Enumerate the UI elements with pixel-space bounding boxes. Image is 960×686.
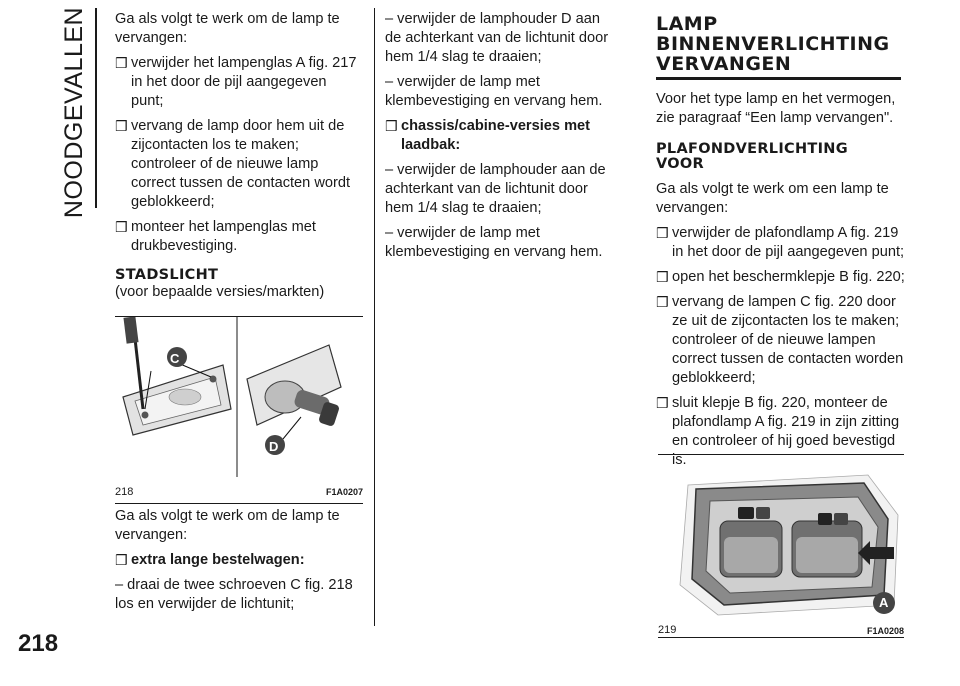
- chapter-title: [60, 6, 89, 218]
- col1-dash-text: – draai de twee schroeven C fig. 218 los en verwijder de lichtunit;: [115, 577, 353, 612]
- page-number: 218: [18, 630, 59, 657]
- column-divider: [374, 8, 375, 626]
- bullet-icon: ❒: [115, 219, 128, 235]
- col1-step: ❒ monteer het lampenglas met drukbevestiging.: [115, 219, 316, 254]
- figure-219-illustration: [658, 455, 904, 619]
- figure-218-label-c: C: [170, 351, 180, 366]
- col1-step: ❒ verwijder het lampenglas A fig. 217 in het door de pijl aangegeven punt;: [115, 55, 357, 109]
- figure-code: F1A0208: [866, 626, 904, 636]
- figure-219-caption: [658, 624, 904, 638]
- section-heading-stadslicht: STADSLICHT: [115, 267, 219, 283]
- col1-after-intro: Ga als volgt te werk om de lamp te vervangen:: [115, 508, 340, 543]
- figure-218-caption: [115, 483, 363, 504]
- figure-218: [115, 316, 363, 498]
- figure-number: 218: [115, 486, 134, 498]
- col3-step: ❒ sluit klepje B fig. 220, monteer de plafondlamp A fig. 219 in zijn zitting en controleer of hij goed bevestigd is.: [656, 395, 900, 468]
- col1-step: ❒ vervang de lamp door hem uit de zijcontacten los te maken; controleer of de nieuwe lamp correct tussen de contacten wordt geblokkeerd;: [115, 118, 351, 210]
- bullet-icon: ❒: [115, 552, 128, 568]
- chapter-title-text: NOODGEVALLEN: [60, 6, 89, 218]
- bullet-icon: ❒: [385, 118, 398, 134]
- col3-step: ❒ open het beschermklepje B fig. 220;: [656, 269, 905, 285]
- col2-para1: – verwijder de lamphouder D aan de achterkant van de lichtunit door hem 1/4 slag te draaien;: [385, 11, 609, 65]
- figure-219-label-a: A: [879, 595, 889, 610]
- bullet-icon: ❒: [656, 269, 669, 285]
- col1-bold-item: ❒ extra lange bestelwagen:: [115, 552, 305, 568]
- section-heading-lamp: LAMP BINNENVERLICHTING VERVANGEN: [656, 14, 901, 80]
- figure-number: 219: [658, 624, 677, 636]
- bullet-icon: ❒: [656, 225, 669, 241]
- col3-step: ❒ verwijder de plafondlamp A fig. 219 in het door de pijl aangegeven punt;: [656, 225, 905, 260]
- bullet-icon: ❒: [115, 118, 128, 134]
- bullet-icon: ❒: [656, 294, 669, 310]
- section-heading-plafond: PLAFONDVERLICHTING VOOR: [656, 141, 848, 172]
- figure-219: [658, 454, 904, 636]
- col2-para4: – verwijder de lamp met klembevestiging en vervang hem.: [385, 225, 603, 260]
- col3-step: ❒ vervang de lampen C fig. 220 door ze uit de zijcontacten los te maken; controleer of de nieuwe lampen correct tussen de contacten worden geblokkeerd;: [656, 294, 904, 386]
- col1-intro: Ga als volgt te werk om de lamp te vervangen:: [115, 11, 340, 46]
- column-3: [656, 10, 906, 476]
- column-2: [385, 10, 617, 268]
- bullet-icon: ❒: [656, 395, 669, 411]
- figure-218-illustration: [115, 317, 363, 477]
- column-1: [115, 10, 363, 620]
- col3-intro: Voor het type lamp en het vermogen, zie paragraaf “Een lamp vervangen".: [656, 91, 896, 126]
- figure-code: F1A0207: [325, 487, 363, 497]
- col3-steps-intro: Ga als volgt te werk om een lamp te vervangen:: [656, 181, 889, 216]
- bullet-icon: ❒: [115, 55, 128, 71]
- col2-para3: – verwijder de lamphouder aan de achterkant van de lichtunit door hem 1/4 slag te draaien;: [385, 162, 606, 216]
- col2-bold-item: ❒ chassis/cabine-versies met laadbak:: [385, 118, 591, 153]
- figure-218-label-d: D: [269, 439, 279, 454]
- section-subheading: (voor bepaalde versies/markten): [115, 284, 325, 300]
- chapter-divider: [95, 8, 97, 208]
- col2-para2: – verwijder de lamp met klembevestiging en vervang hem.: [385, 74, 603, 109]
